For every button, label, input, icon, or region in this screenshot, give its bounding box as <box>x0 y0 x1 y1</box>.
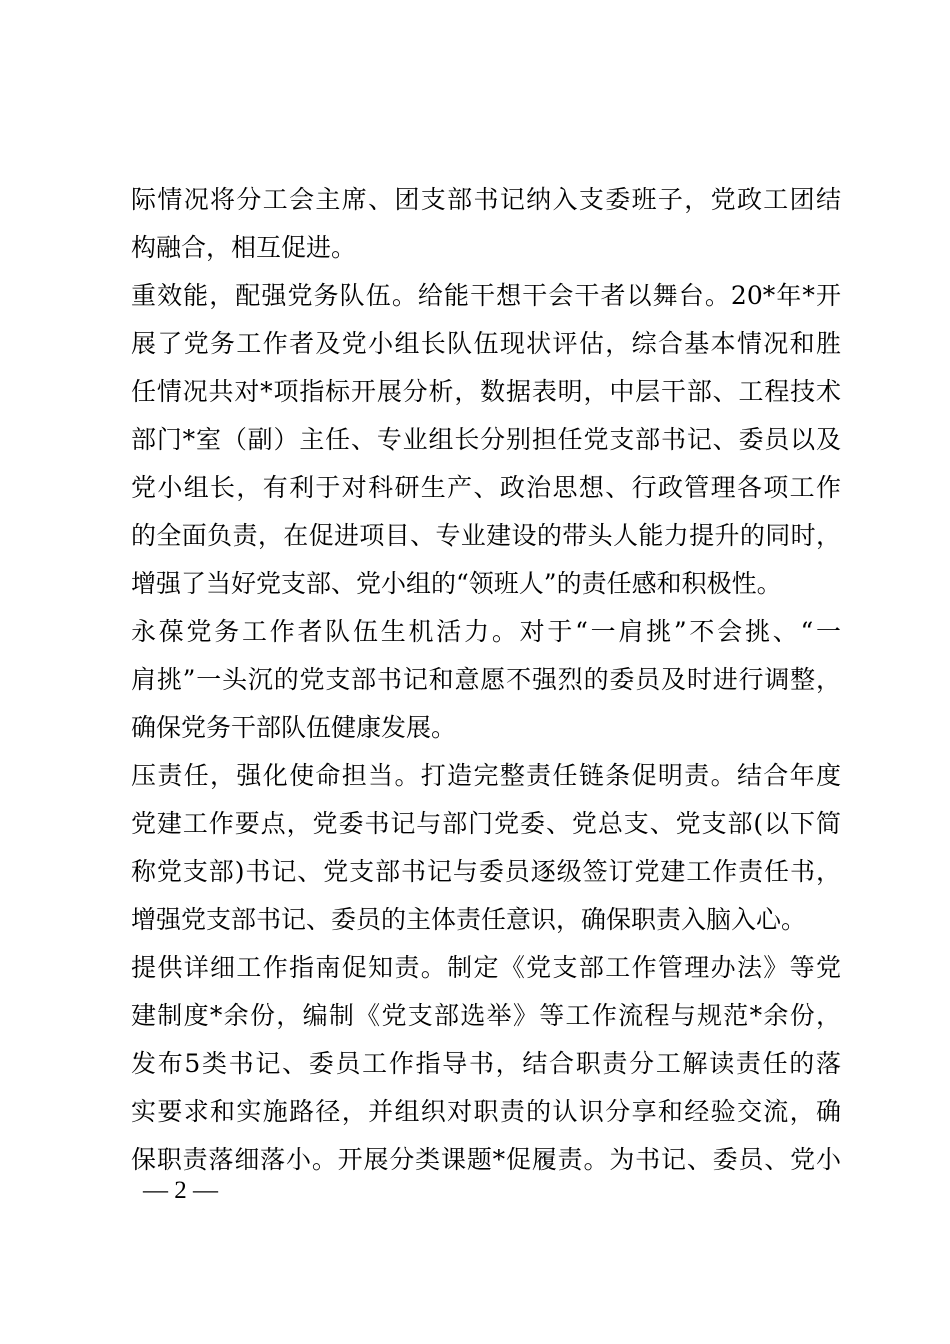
text-line: 构融合，相互促进。 <box>131 233 357 262</box>
text-line: 保职责落细落小。开展分类课题*促履责。为书记、委员、党小 <box>131 1145 841 1174</box>
text-line: 任情况共对*项指标开展分析，数据表明，中层干部、工程技术 <box>131 377 841 406</box>
text-line: 提供详细工作指南促知责。制定《党支部工作管理办法》等党 <box>131 953 841 982</box>
text-line: 党小组长，有利于对科研生产、政治思想、行政管理各项工作 <box>131 473 841 502</box>
text-line: 重效能，配强党务队伍。给能干想干会干者以舞台。20*年*开 <box>131 281 841 310</box>
text-line: 部门*室（副）主任、专业组长分别担任党支部书记、委员以及 <box>131 425 841 454</box>
text-line: 称党支部)书记、党支部书记与委员逐级签订党建工作责任书， <box>131 857 841 886</box>
text-line: 压责任，强化使命担当。打造完整责任链条促明责。结合年度 <box>131 761 841 790</box>
text-line: 增强党支部书记、委员的主体责任意识，确保职责入脑入心。 <box>131 905 807 934</box>
document-body <box>131 176 841 1184</box>
text-line: 建制度*余份，编制《党支部选举》等工作流程与规范*余份， <box>131 1001 841 1030</box>
text-line: 肩挑”一头沉的党支部书记和意愿不强烈的委员及时进行调整， <box>131 665 841 694</box>
page-number: — 2 — <box>143 1177 218 1204</box>
text-line: 实要求和实施路径，并组织对职责的认识分享和经验交流，确 <box>131 1097 841 1126</box>
text-line: 永葆党务工作者队伍生机活力。对于“一肩挑”不会挑、“一 <box>131 617 841 646</box>
text-line: 增强了当好党支部、党小组的“领班人”的责任感和积极性。 <box>131 569 782 598</box>
text-line: 发布5类书记、委员工作指导书，结合职责分工解读责任的落 <box>131 1049 841 1078</box>
text-line: 展了党务工作者及党小组长队伍现状评估，综合基本情况和胜 <box>131 329 841 358</box>
text-line: 际情况将分工会主席、团支部书记纳入支委班子，党政工团结 <box>131 185 841 214</box>
text-line: 确保党务干部队伍健康发展。 <box>131 713 457 742</box>
text-line: 的全面负责，在促进项目、专业建设的带头人能力提升的同时， <box>131 521 841 550</box>
text-line: 党建工作要点，党委书记与部门党委、党总支、党支部(以下简 <box>131 809 841 838</box>
